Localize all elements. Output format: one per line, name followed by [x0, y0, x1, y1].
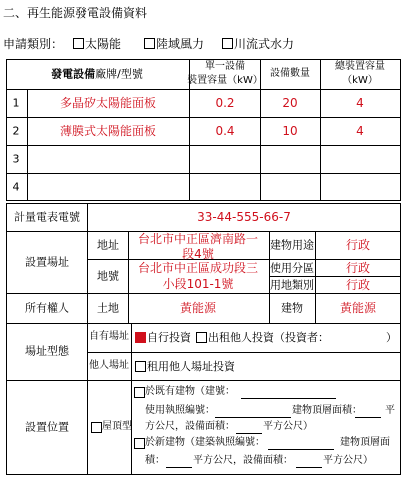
site-type-label: 場址型態: [25, 344, 69, 358]
own-site-label: 自有場址: [89, 331, 129, 342]
total-capacity-header-line1: 總裝置容量: [335, 61, 385, 72]
checkbox-new-building[interactable]: [134, 438, 145, 449]
existing-line2-text-c: 平: [385, 405, 395, 416]
apply-type-solar-label: 太陽能: [85, 37, 122, 51]
row-unit-capacity[interactable]: 0.2: [215, 96, 235, 110]
checkbox-solar[interactable]: [73, 38, 84, 49]
rent-out-close: ）: [386, 331, 397, 344]
new-building-line2-text-a: 積：: [145, 455, 165, 466]
unit-capacity-header-line1: 單一設備: [205, 61, 245, 72]
lot-label: 地號: [97, 269, 119, 283]
location-label: 設置位置: [25, 420, 69, 434]
zone-label: 使用分區: [270, 261, 314, 275]
checkbox-run-of-river-hydro[interactable]: [222, 38, 233, 49]
new-building-line2-text-c: 平方公尺）: [323, 455, 373, 466]
row-total-capacity[interactable]: 4: [356, 96, 364, 110]
roof-type-label: 屋頂型: [102, 421, 132, 432]
equipment-area-blank[interactable]: [236, 433, 262, 434]
building-number-blank[interactable]: [241, 398, 336, 399]
address-value-line2[interactable]: 段4號: [182, 247, 214, 261]
new-roof-area-blank[interactable]: [166, 467, 192, 468]
land-owner-label: 土地: [97, 301, 119, 315]
zone-value[interactable]: 行政: [345, 261, 371, 275]
address-label: 地址: [97, 238, 119, 252]
checkbox-rent-out[interactable]: [196, 332, 207, 343]
row-number: 2: [12, 124, 20, 138]
row-equipment[interactable]: 薄膜式太陽能面板: [59, 124, 157, 138]
new-building-line1-text: 於新建物（建築執照編號：: [145, 437, 265, 448]
lot-value-line1[interactable]: 台北市中正區成功段三: [137, 261, 259, 275]
row-number: 1: [12, 96, 20, 110]
row-total-capacity[interactable]: 4: [356, 124, 364, 138]
row-unit-capacity[interactable]: 0.4: [215, 124, 235, 138]
row-quantity[interactable]: 10: [282, 124, 298, 138]
existing-line2-text-b: 建物頂層面積：: [292, 405, 362, 416]
total-capacity-header-line2: （kW）: [342, 75, 378, 86]
rent-others-label: 租用他人場址投資: [147, 360, 235, 373]
new-building-line1-text-b: 建物頂層面: [340, 437, 390, 448]
apply-type-label: 申請類別：: [3, 37, 64, 51]
rent-out-label: 出租他人投資（投資者：: [208, 331, 329, 344]
row-number: 4: [12, 180, 20, 194]
row-quantity[interactable]: 20: [282, 96, 298, 110]
checkbox-existing-building[interactable]: [134, 387, 145, 398]
building-owner-value[interactable]: 黃能源: [339, 301, 377, 315]
checkbox-roof-type[interactable]: [91, 422, 102, 433]
building-use-value[interactable]: 行政: [345, 238, 371, 252]
land-category-value[interactable]: 行政: [345, 278, 371, 292]
section-title: 二、再生能源發電設備資料: [3, 6, 148, 20]
others-site-label: 他人場址: [89, 360, 129, 371]
building-use-label: 建物用途: [270, 238, 314, 252]
checkbox-onshore-wind[interactable]: [144, 38, 155, 49]
existing-line2-text-a: 使用執照編號：: [145, 405, 215, 416]
row-equipment[interactable]: 多晶矽太陽能面板: [59, 96, 157, 110]
lot-value-line2[interactable]: 小段101-1號: [162, 277, 234, 291]
checkbox-self-invest[interactable]: [135, 332, 146, 343]
roof-area-blank[interactable]: [355, 417, 381, 418]
new-building-line2-text-b: 平方公尺，設備面積：: [193, 455, 293, 466]
apply-type-wind-label: 陸域風力: [156, 37, 205, 51]
checkbox-rent-others[interactable]: [135, 361, 146, 372]
apply-type-hydro-label: 川流式水力: [234, 37, 295, 51]
existing-line3-text: 方公尺，設備面積：: [145, 421, 235, 432]
building-license-number-blank[interactable]: [268, 449, 334, 450]
quantity-header: 設備數量: [270, 68, 310, 79]
row-number: 3: [12, 152, 20, 166]
unit-capacity-header-line2: 裝置容量（kW）: [187, 75, 263, 86]
meter-label: 計量電表電號: [14, 210, 80, 224]
address-value-line1[interactable]: 台北市中正區濟南路一: [137, 232, 259, 246]
new-equipment-area-blank[interactable]: [296, 467, 322, 468]
land-owner-value[interactable]: 黃能源: [179, 301, 217, 315]
self-invest-label: 自行投資: [147, 331, 191, 344]
ownership-label: 所有權人: [25, 301, 69, 315]
land-category-label: 用地類別: [270, 278, 314, 292]
equipment-header: 發電設備廠牌/型號: [51, 67, 143, 81]
meter-number[interactable]: 33-44-555-66-7: [197, 210, 291, 224]
site-label: 設置場址: [25, 255, 69, 269]
existing-line3-end: 平方公尺）: [263, 421, 313, 432]
use-permit-number-blank[interactable]: [215, 417, 291, 418]
building-owner-label: 建物: [281, 301, 303, 315]
existing-line1-text: 於既有建物（建號：: [145, 386, 235, 397]
